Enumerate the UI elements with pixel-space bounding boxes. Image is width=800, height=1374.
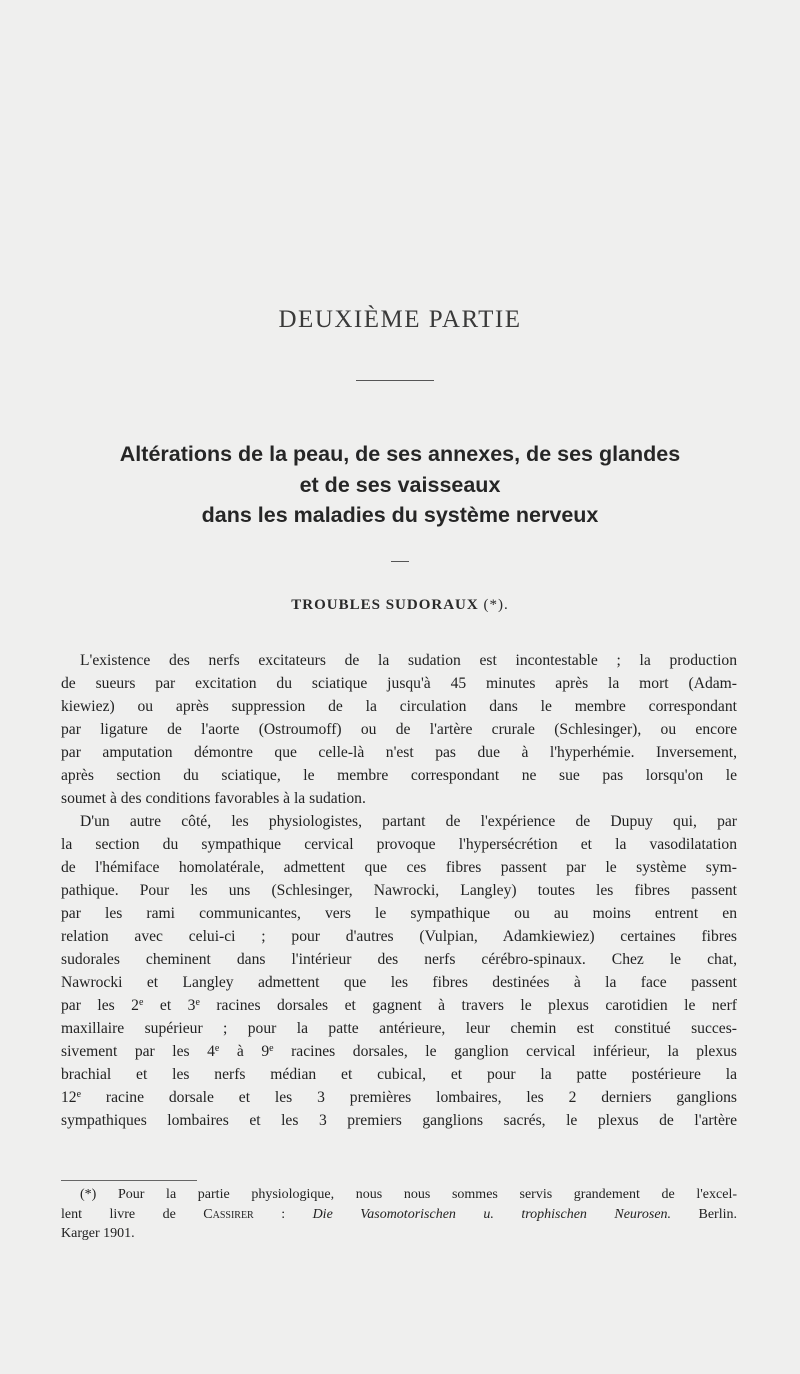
text-line: par ligature de l'aorte (Ostroumoff) ou de l'artère crurale (Schlesinger), ou encore bbox=[61, 721, 737, 738]
text-line: Nawrocki et Langley admettent que les fibres destinées à la face passent bbox=[61, 974, 737, 991]
author-name: Cassirer bbox=[203, 1206, 254, 1222]
text-line: kiewiez) ou après suppression de la circulation dans le membre correspondant bbox=[61, 698, 737, 715]
chapter-title-line: Altérations de la peau, de ses annexes, de ses glandes bbox=[119, 442, 681, 466]
footnote-line: Karger 1901. bbox=[61, 1226, 135, 1241]
text-line: pathique. Pour les uns (Schlesinger, Nawrocki, Langley) toutes les fibres passent bbox=[61, 882, 737, 899]
text-line: par amputation démontre que celle-là n'est pas due à l'hyperhémie. Inversement, bbox=[61, 744, 737, 761]
text-line: D'un autre côté, les physiologistes, partant de l'expérience de Dupuy qui, par bbox=[80, 813, 737, 830]
text-line: 12e racine dorsale et les 3 premières lombaires, les 2 derniers ganglions bbox=[61, 1089, 737, 1106]
footnote-line: (*) Pour la partie physiologique, nous nous sommes servis grandement de l'excel- bbox=[80, 1187, 737, 1202]
text-line: après section du sciatique, le membre correspondant ne sue pas lorsqu'on le bbox=[61, 767, 737, 784]
chapter-title bbox=[0, 439, 800, 531]
text-line: sympathiques lombaires et les 3 premiers ganglions sacrés, le plexus de l'artère bbox=[61, 1112, 737, 1129]
body-text bbox=[61, 649, 737, 1132]
text-line: L'existence des nerfs excitateurs de la sudation est incontestable ; la production bbox=[80, 652, 737, 669]
chapter-title-line: et de ses vaisseaux bbox=[299, 472, 501, 497]
part-title: DEUXIÈME PARTIE bbox=[278, 306, 522, 333]
separator-rule bbox=[356, 380, 434, 381]
chapter-title-line: dans les maladies du système nerveux bbox=[201, 503, 599, 527]
footnote-rule bbox=[61, 1180, 197, 1181]
text-line: la section du sympathique cervical provoque l'hypersécrétion et la vasodilatation bbox=[61, 836, 737, 853]
text-line: soumet à des conditions favorables à la sudation. bbox=[61, 790, 366, 807]
text-line: de l'hémiface homolatérale, admettent que ces fibres passent par le système sym- bbox=[61, 859, 737, 876]
text-line: par les 2e et 3e racines dorsales et gagnent à travers le plexus carotidien le nerf bbox=[61, 997, 737, 1014]
text-line: relation avec celui-ci ; pour d'autres (Vulpian, Adamkiewiez) certaines fibres bbox=[61, 928, 737, 945]
section-heading bbox=[0, 597, 800, 614]
section-heading-text: TROUBLES SUDORAUX bbox=[291, 597, 479, 613]
footnote-mark: (*). bbox=[483, 597, 509, 613]
book-title: Die Vasomotorischen u. trophischen Neurosen. bbox=[312, 1206, 672, 1222]
text-line: maxillaire supérieur ; pour la patte antérieure, leur chemin est constitué succes- bbox=[61, 1020, 737, 1037]
text-line: brachial et les nerfs médian et cubical, et pour la patte postérieure la bbox=[61, 1066, 737, 1083]
separator-dash bbox=[391, 561, 409, 562]
text-line: sudorales cheminent dans l'intérieur des nerfs cérébro-spinaux. Chez le chat, bbox=[61, 951, 737, 968]
text-line: de sueurs par excitation du sciatique jusqu'à 45 minutes après la mort (Adam- bbox=[61, 675, 737, 692]
text-line: par les rami communicantes, vers le sympathique ou au moins entrent en bbox=[61, 905, 737, 922]
text-line: sivement par les 4e à 9e racines dorsales, le ganglion cervical inférieur, la plexus bbox=[61, 1043, 737, 1060]
footnote-line: lent livre de Cassirer : Die Vasomotorischen u. trophischen Neurosen. Berlin. bbox=[61, 1206, 737, 1222]
footnote bbox=[61, 1185, 737, 1244]
